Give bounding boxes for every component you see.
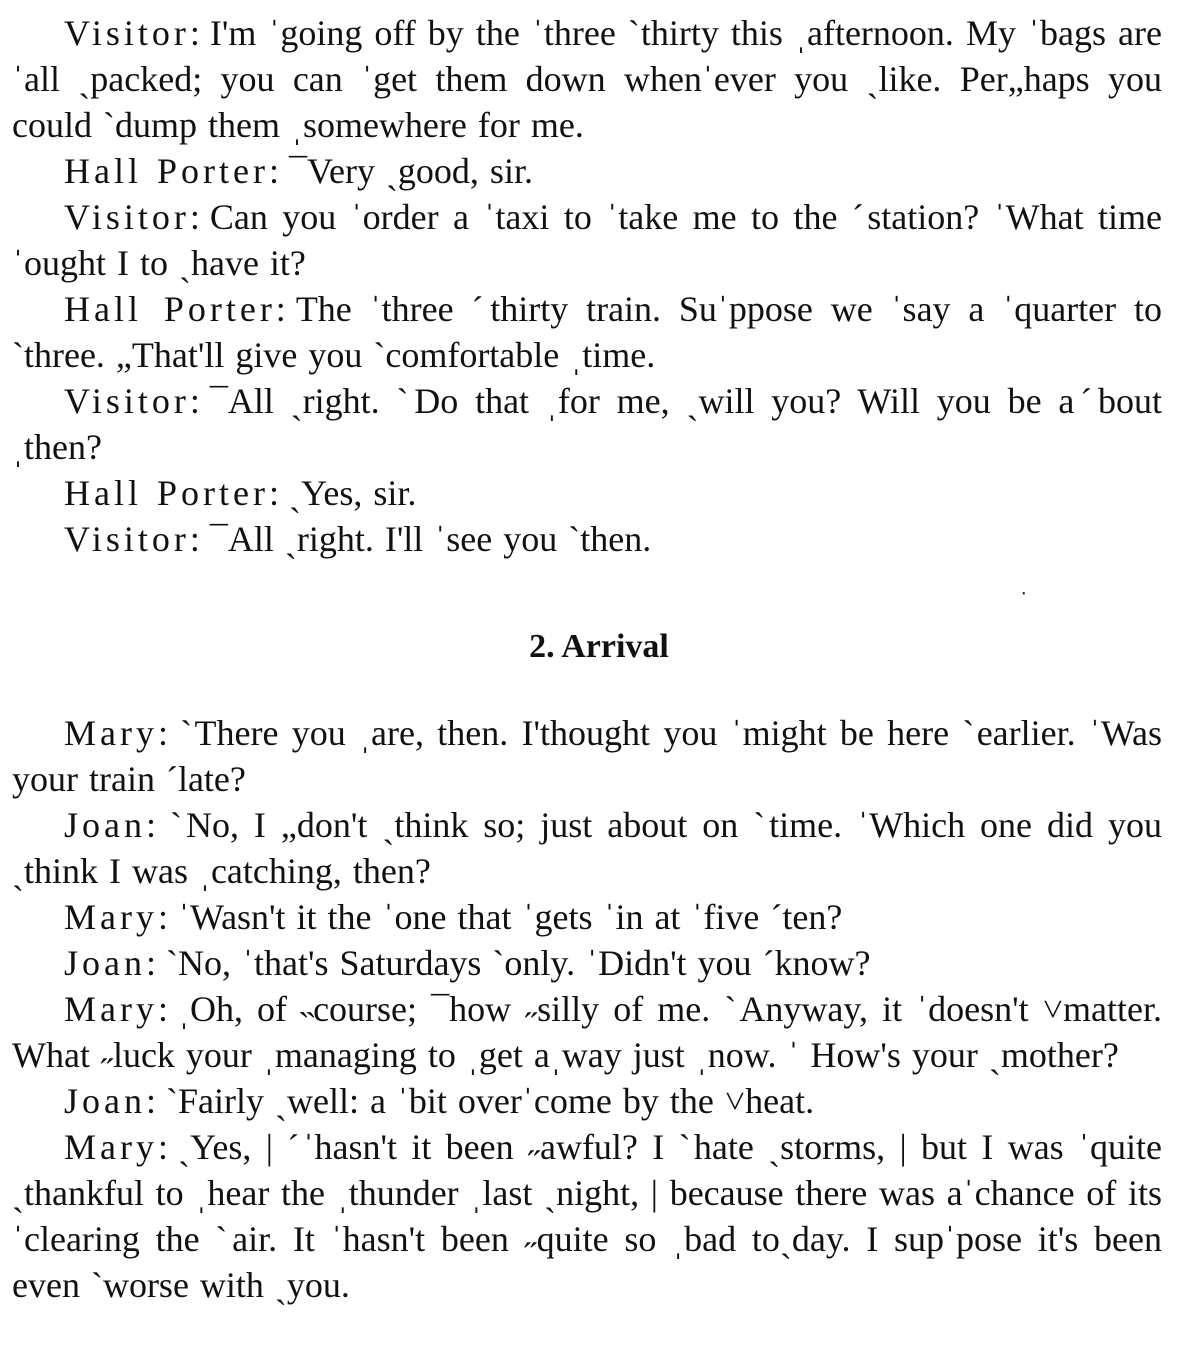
speaker-label: Mary:: [64, 1127, 172, 1167]
dialogue-line: [12, 986, 1162, 1078]
dialogue-line: [12, 802, 1162, 894]
dialogue-section-2: [12, 710, 1162, 1308]
dialogue-line: [12, 148, 1162, 194]
speaker-label: Hall Porter:: [64, 289, 290, 329]
dialogue-text: I'm ˈgoing off by the ˈthree ˋthirty this ˌafternoon. My ˈbags are ˈall ˏpacked; you can ˈget them down whenˈever you ˎlike. Per„haps you could ˋdump them ˌsomewhere for me.: [12, 13, 1162, 145]
dialogue-text: ¯All ˏright. I'll ˈsee you ˋthen.: [209, 519, 652, 559]
dialogue-text: ˋThere you ˌare, then. I'thought you ˈmight be here ˋearlier. ˈWas your train ˊlate?: [12, 713, 1162, 799]
dialogue-line: [12, 194, 1162, 286]
dialogue-line: [12, 10, 1162, 148]
dialogue-section-1: [12, 10, 1162, 562]
dialogue-line: [12, 378, 1162, 470]
speaker-label: Visitor:: [64, 519, 204, 559]
dialogue-line: [12, 1078, 1162, 1124]
speaker-label: Joan:: [64, 1081, 160, 1121]
dialogue-text: ˋFairly ˏwell: a ˈbit overˈcome by the ˅heat.: [166, 1081, 815, 1121]
dialogue-line: [12, 710, 1162, 802]
speaker-label: Mary:: [64, 989, 172, 1029]
dialogue-line: [12, 1124, 1162, 1308]
dialogue-text: ˏYes, | ˊˈhasn't it been ˶awful? I ˋhate ˏstorms, | but I was ˈquite ˎthankful to ˌhear the ˌthunder ˌlast ˏnight, | because there was aˈchance of its ˈclearing the ˋair. It ˈhasn't been ˶quite so ˌbad toˏday. I supˈpose it's been even ˋworse with ˏyou.: [12, 1127, 1162, 1305]
dialogue-line: [12, 894, 1162, 940]
speaker-label: Joan:: [64, 943, 160, 983]
dialogue-text: ¯All ˏright. ˋDo that ˌfor me, ˏwill you? Will you be aˊbout ˌthen?: [12, 381, 1162, 467]
section-heading: 2. Arrival: [529, 628, 669, 665]
dialogue-line: [12, 470, 1162, 516]
dialogue-text: ¯Very ˏgood, sir.: [288, 151, 533, 191]
speaker-label: Visitor:: [64, 381, 204, 421]
dialogue-text: ˌOh, of ˵course; ¯how ˶silly of me. ˋAnyway, it ˈdoesn't ˅matter. What ˶luck your ˌmanaging to ˌget aˌway just ˌnow. ˈ How's your ˎmother?: [12, 989, 1162, 1075]
dialogue-text: ˏYes, sir.: [288, 473, 417, 513]
speaker-label: Joan:: [64, 805, 160, 845]
print-speck: •: [1022, 589, 1026, 600]
dialogue-line: [12, 516, 1162, 562]
speaker-label: Mary:: [64, 897, 172, 937]
speaker-label: Visitor:: [64, 197, 204, 237]
dialogue-line: [12, 940, 1162, 986]
dialogue-text: ˈWasn't it the ˈone that ˈgets ˈin at ˈfive ˊten?: [177, 897, 843, 937]
speaker-label: Mary:: [64, 713, 172, 753]
dialogue-text: ˋNo, I „don't ˏthink so; just about on ˋtime. ˈWhich one did you ˎthink I was ˌcatching, then?: [12, 805, 1162, 891]
speaker-label: Visitor:: [64, 13, 204, 53]
dialogue-text: ˋNo, ˈthat's Saturdays ˋonly. ˈDidn't you ˊknow?: [166, 943, 871, 983]
dialogue-line: [12, 286, 1162, 378]
speaker-label: Hall Porter:: [64, 473, 283, 513]
speaker-label: Hall Porter:: [64, 151, 283, 191]
dialogue-text: Can you ˈorder a ˈtaxi to ˈtake me to the ˊstation? ˈWhat time ˈought I to ˎhave it?: [12, 197, 1162, 283]
dialogue-text: The ˈthree ˊthirty train. Suˈppose we ˈsay a ˈquarter to ˋthree. „That'll give you ˋcomfortable ˌtime.: [12, 289, 1162, 375]
